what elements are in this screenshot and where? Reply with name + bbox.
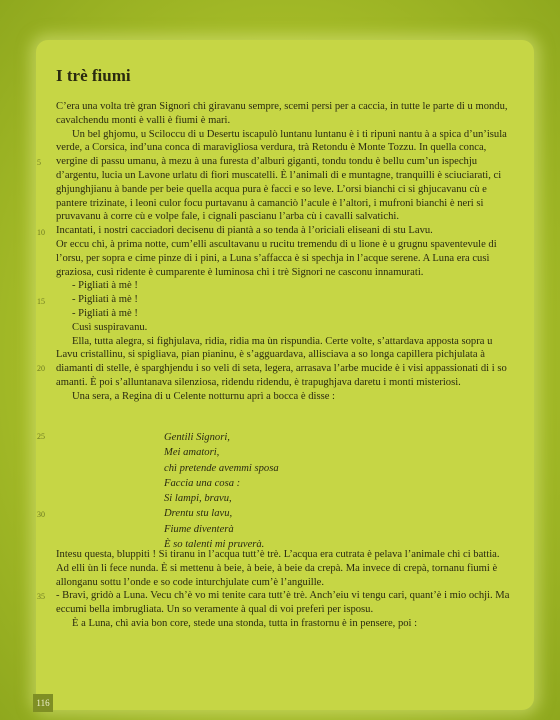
line-number: 10: [37, 228, 45, 237]
line-number: 25: [37, 432, 45, 441]
dialogue-line: - Pigliati à mè !: [72, 280, 138, 292]
paragraph: Cusì suspiravanu.: [72, 321, 148, 333]
poem: [164, 430, 279, 552]
line-number: 35: [37, 592, 45, 601]
paragraph: - Bravi, gridò a Luna. Vecu ch’è vo mi tenite cara tutt’è trè. Anch’eiu vi tengu cari, quant’è i mio ochji. Ma eccumi bella imbrugliata. Un so veramente à qual di voi preferì per isposu.: [56, 590, 510, 616]
line-number: 5: [37, 158, 41, 167]
paragraph: È a Luna, chì avia bon core, stede una stonda, tutta in frastornu è in pensere, poi :: [72, 617, 418, 629]
poem-line: Drentu stu lavu,: [164, 508, 233, 520]
page-number: 116: [33, 694, 53, 712]
paragraph: Una sera, a Regina di u Celente notturnu aprì a bocca è disse :: [72, 390, 335, 402]
poem-line: Fiume diventerà: [164, 523, 234, 535]
dialogue-line: - Pigliati à mè !: [72, 294, 138, 306]
poem-line: Si lampi, bravu,: [164, 493, 232, 505]
paragraph: Un bel ghjomu, u Sciloccu di u Desertu iscapulò luntanu luntanu è i ti ripunì nantu à a spica d’un’isula verde, a Corsica, ind’una conca di maravigliosa verdura, trà Retondu è Monte Tozzu. In quella conca, vergine di passu umanu, à mezu à una furesta d’alburi giganti, tondu tondu è bellu cum’un ispechju d’argentu, lucia un Lavone urlatu di fiori muscatelli. È l’animali di e muntagne, tranquilli è sciuciarati, ci ghjunghjianu à bande per beie quella acqua pura è facci e so leve. L’orsi bianchi ci si ghjucavanu cù e pantere trizinate, i leoni culor focu purtavanu à camanciò l’acule è l’altori, i mufroni bianchi è neri si pruvavanu à corre cù e volpe fale, i cignali pascianu l’arba cù i cavalli salvatichi.: [56, 128, 507, 223]
paragraph: Incantati, i nostri cacciadori decisenu di piantà a so tenda à l’oriciali eliseani di stu Lavu.: [56, 225, 433, 237]
line-number: 30: [37, 510, 45, 519]
line-number: 20: [37, 364, 45, 373]
poem-line: Gentili Signori,: [164, 432, 230, 443]
prose-section-1: [56, 100, 510, 404]
poem-line: Mei amatori,: [164, 447, 220, 459]
dialogue-line: - Pigliati à mè !: [72, 307, 138, 319]
paragraph: C’era una volta trè gran Signori chì giravanu sempre, scemi persi per a caccia, in tutte le parte di u mondu, cavalchendu monti è valli è fiumi è mari.: [56, 101, 508, 126]
poem-line: È so talenti mi pruverà.: [164, 539, 265, 551]
story-title: I trè fiumi: [56, 66, 131, 85]
poem-line: chì pretende avemmi sposa: [164, 462, 279, 474]
paragraph: Ella, tutta alegra, si fighjulava, ridia, ridia ma ùn rispundia. Certe volte, s’attardava apposta sopra u Lavu cristallinu, si spigliava, pian pianinu, è s’agguardava, allisciava a so longa capillera pichjulata à diamanti di stelle, è sparghjendu i so veli di seta, legera, arrasava l’arbe mucide è i visi appassionati di i so amanti. È poi s’alluntanava silenziosa, ridendu ridendu, è trapughjava daretu i monti misteriosi.: [56, 335, 507, 388]
line-number: 15: [37, 297, 45, 306]
poem-line: Faccia una cosa :: [164, 477, 241, 489]
prose-section-2: [56, 548, 510, 631]
paragraph: Or eccu chì, à prima notte, cum’elli ascultavanu u rucitu tremendu di u lione è u grugnu spaventevule di l’orsu, per sopra e cime pinze di i pini, a Luna s’affacca è si spechja in l’acque serene. A Luna era cusì graziosa, cusì ridente è cumparente è luminosa chì i trè Signori ne casconu innamurati.: [56, 238, 497, 278]
paragraph: Intesu questa, bluppiti ! Si tiranu in l’acqua tutt’è trè. L’acqua era cutrata è pelava l’animale chì ci battia. Ad elli ùn li fece nunda. È si mettenu à beie, à beie, à beie da crepà. Ma invece di crepà, tornanu fiumi è allonganu sottu l’onde e so code inturchjulate cum’è l’anguille.: [56, 549, 500, 588]
